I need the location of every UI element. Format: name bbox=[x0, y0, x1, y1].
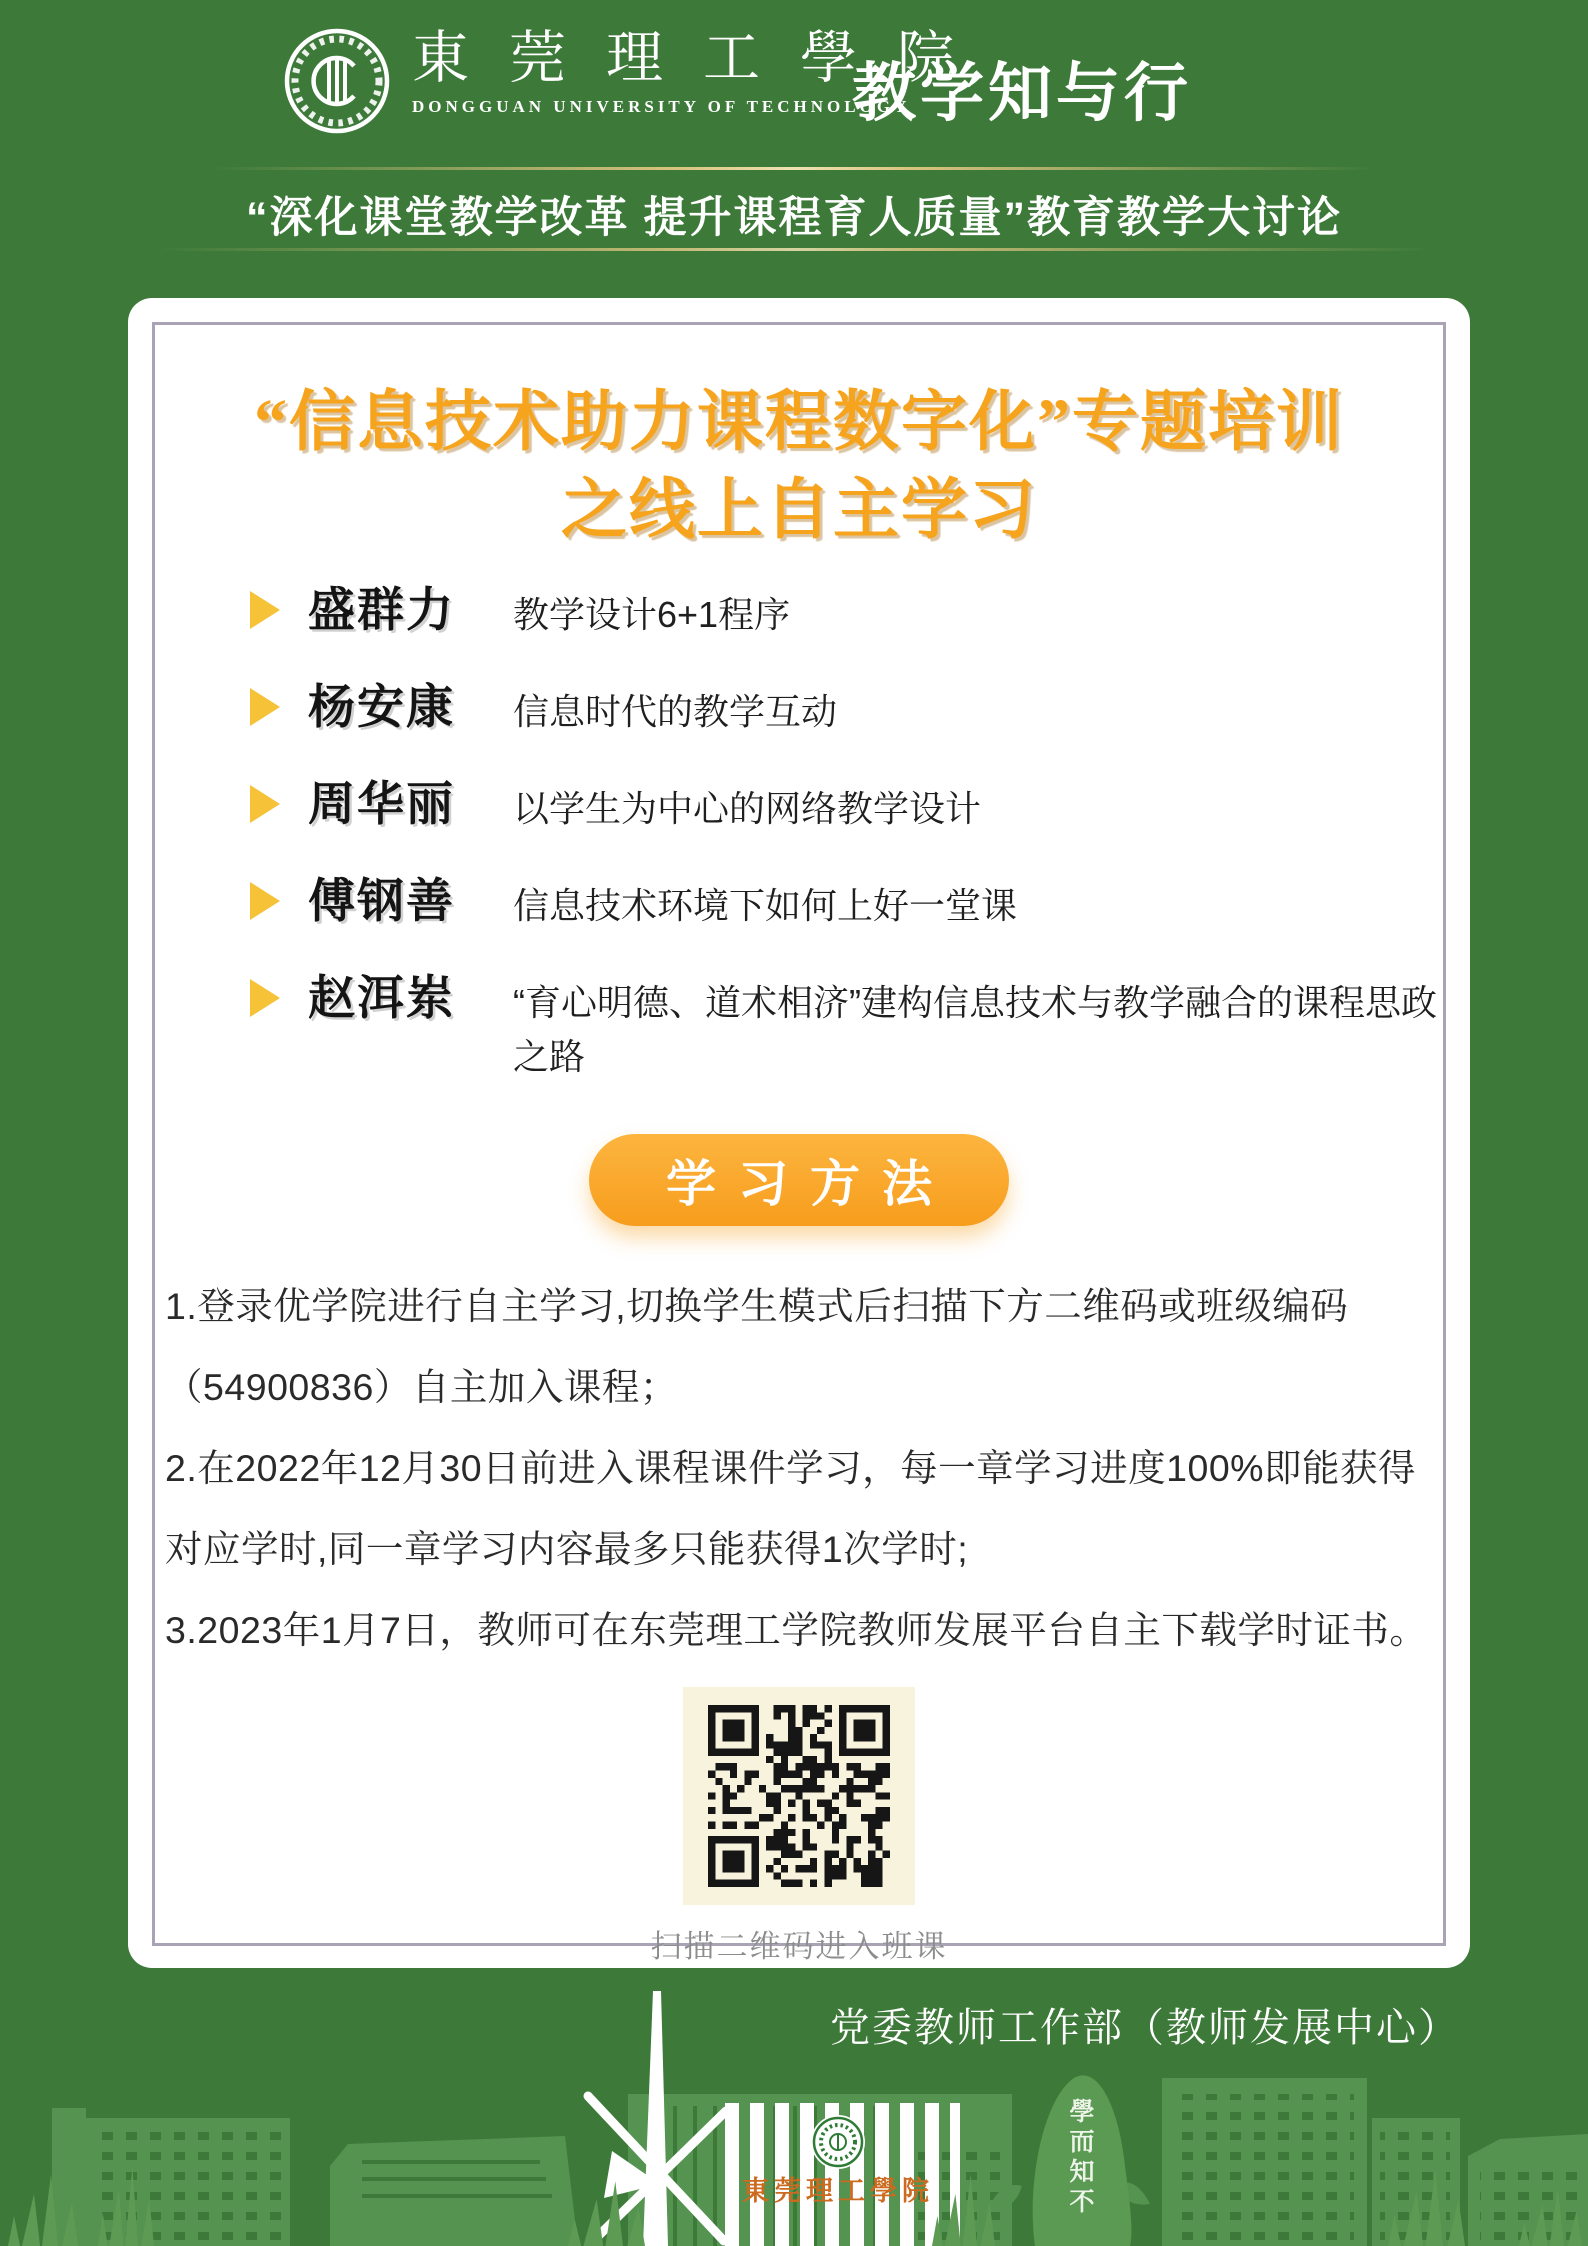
university-name-cn: 東莞理工學院 bbox=[412, 27, 994, 90]
campus-gate bbox=[716, 2103, 960, 2246]
speaker-row bbox=[250, 971, 1443, 1084]
instruction-line: 对应学时,同一章学习内容最多只能获得1次学时; bbox=[165, 1527, 969, 1570]
training-title-line1: “信息技术助力课程数字化”专题培训 bbox=[254, 386, 1344, 459]
speaker-name: 盛群力 bbox=[308, 582, 455, 636]
speaker-topic: 信息时代的教学互动 bbox=[513, 690, 838, 732]
triangle-bullet-icon bbox=[250, 785, 280, 823]
training-title-line2: 之线上自主学习 bbox=[561, 473, 1037, 547]
study-method-button: 学习方法 bbox=[589, 1134, 1009, 1226]
instruction-line: （54900836）自主加入课程； bbox=[165, 1365, 678, 1408]
qr-code bbox=[683, 1687, 915, 1905]
speaker-topic: 教学设计6+1程序 bbox=[513, 593, 791, 635]
instruction-line: 3.2023年1月7日，教师可在东莞理工学院教师发展平台自主下载学时证书。 bbox=[165, 1608, 1428, 1651]
speaker-list bbox=[155, 583, 1443, 1084]
content-card bbox=[128, 298, 1470, 1968]
triangle-bullet-icon bbox=[250, 591, 280, 629]
speaker-row bbox=[250, 680, 1443, 739]
training-title bbox=[155, 379, 1443, 555]
qr-caption: 扫描二维码进入班课 bbox=[650, 1928, 948, 1964]
department-credit: 党委教师工作部（教师发展中心） bbox=[830, 2006, 1460, 2050]
speaker-topic: “育心明德、道术相济”建构信息技术与教学融合的课程思政之路 bbox=[513, 981, 1437, 1077]
content-card-inner-border bbox=[152, 322, 1446, 1964]
instruction-line: 2.在2022年12月30日前进入课程课件学习，每一章学习进度100%即能获得 bbox=[165, 1446, 1417, 1489]
campaign-subtitle: “深化课堂教学改革 提升课程育人质量”教育教学大讨论 bbox=[246, 194, 1342, 242]
speaker-name: 赵洱岽 bbox=[308, 970, 455, 1024]
instruction-line: 1.登录优学院进行自主学习,切换学生模式后扫描下方二维码或班级编码 bbox=[165, 1284, 1349, 1327]
speaker-name: 周华丽 bbox=[308, 776, 455, 830]
speaker-row bbox=[250, 777, 1443, 836]
speaker-topic: 信息技术环境下如何上好一堂课 bbox=[513, 884, 1018, 926]
triangle-bullet-icon bbox=[250, 688, 280, 726]
gold-divider-bottom bbox=[159, 248, 1429, 251]
campus-skyline bbox=[0, 1946, 1588, 2246]
speaker-name: 杨安康 bbox=[308, 679, 455, 733]
university-name-en: DONGGUAN UNIVERSITY OF TECHNOLOGY bbox=[412, 96, 911, 116]
speaker-row bbox=[250, 583, 1443, 642]
triangle-bullet-icon bbox=[250, 979, 280, 1017]
program-title: 教学知与行 bbox=[852, 57, 1192, 129]
speaker-topic: 以学生为中心的网络教学设计 bbox=[513, 787, 982, 829]
gold-divider-top bbox=[214, 167, 1374, 170]
rock-motto-text: 學而知不 bbox=[1066, 2098, 1094, 2218]
speaker-row bbox=[250, 874, 1443, 933]
speaker-name: 傅钢善 bbox=[308, 873, 455, 927]
triangle-bullet-icon bbox=[250, 882, 280, 920]
gate-name-text: 東莞理工學院 bbox=[742, 2176, 934, 2206]
qr-code-pattern bbox=[708, 1705, 890, 1887]
instruction-list bbox=[165, 1282, 1433, 1654]
university-emblem-icon bbox=[284, 28, 390, 134]
